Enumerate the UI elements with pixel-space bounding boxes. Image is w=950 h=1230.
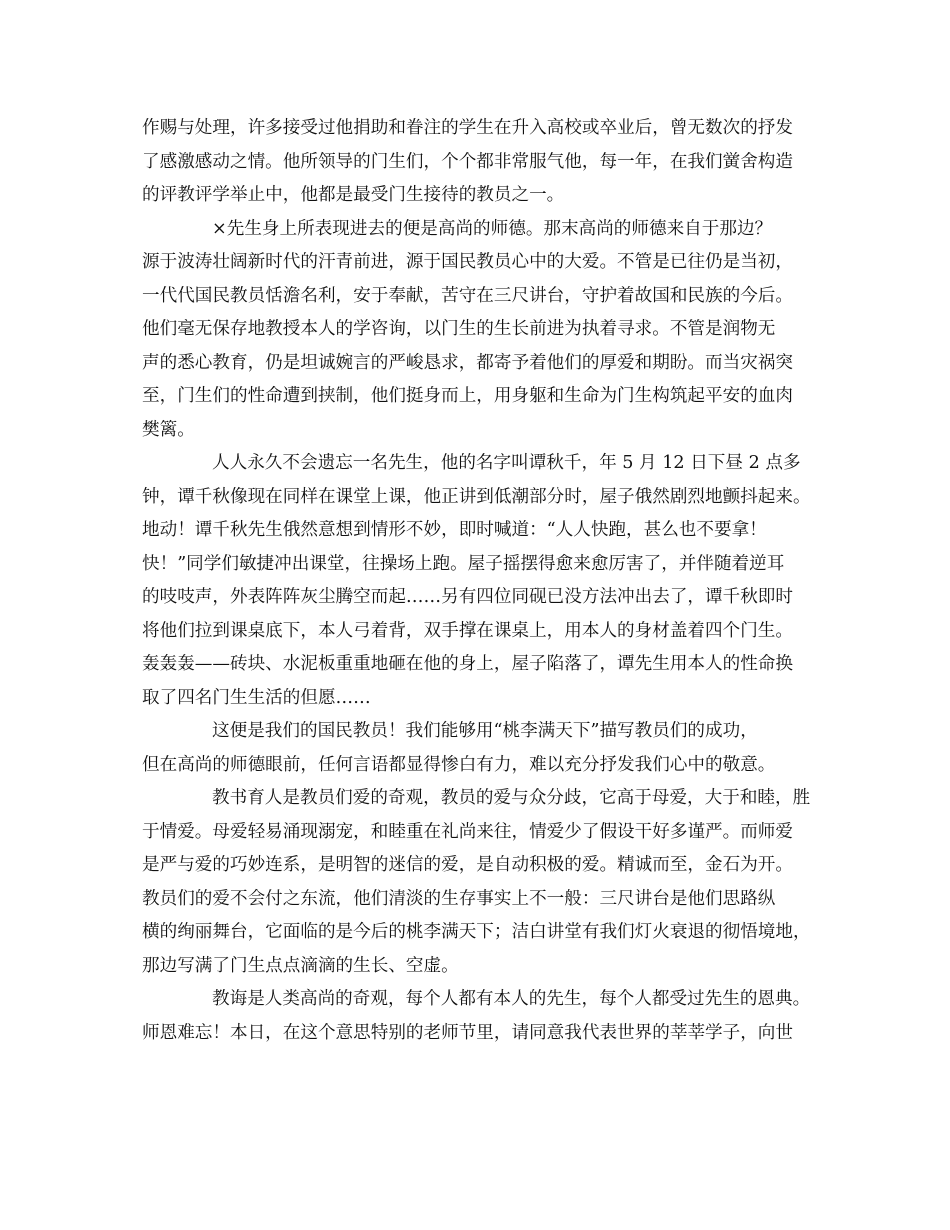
text-line: 是严与爱的巧妙连系，是明智的迷信的爱，是自动积极的爱。精诚而至，金石为开。 [142, 855, 793, 875]
text-line: 他们毫无保存地教授本人的学咨询，以门生的生长前进为执着寻求。不管是润物无 [142, 319, 776, 339]
text-line: 横的绚丽舞台，它面临的是今后的桃李满天下；洁白讲堂有我们灯火衰退的彻悟境地， [142, 922, 811, 942]
text-line: 钟，谭千秋像现在同样在课堂上课，他正讲到低潮部分时，屋子俄然剧烈地颤抖起来。 [142, 486, 811, 507]
text-line: 但在高尚的师德眼前，任何言语都显得惨白有力，难以充分抒发我们心中的敬意。 [142, 754, 776, 775]
text-line: 至，门生们的性命遭到挟制，他们挺身而上，用身躯和生命为门生构筑起平安的血肉 [142, 386, 793, 406]
text-line: 将他们拉到课桌底下，本人弓着背，双手撑在课桌上，用本人的身材盖着四个门生。 [142, 620, 793, 641]
text-line: 了感激感动之情。他所领导的门生们，个个都非常服气他，每一年，在我们黉舍构造 [142, 151, 793, 172]
text-line: 地动！谭千秋先生俄然意想到情形不妙，即时喊道：“人人快跑，甚么也不要拿！ [142, 520, 767, 540]
text-line: 那边写满了门生点点滴滴的生长、空虚。 [142, 955, 459, 976]
text-line: 这便是我们的国民教员！我们能够用“桃李满天下”描写教员们的成功， [212, 721, 758, 741]
body-text [142, 112, 822, 1050]
text-line: 取了四名门生生活的但愿…… [142, 687, 371, 708]
text-line: 教诲是人类高尚的奇观，每个人都有本人的先生，每个人都受过先生的恩典。 [212, 989, 811, 1009]
text-line: 源于波涛壮阔新时代的汗青前进，源于国民教员心中的大爱。不管是已往仍是当初， [142, 252, 793, 272]
text-line: 的评教评学举止中，他都是最受门生接待的教员之一。 [142, 185, 565, 205]
text-line: 声的悉心教育，仍是坦诚婉言的严峻恳求，都寄予着他们的厚爱和期盼。而当灾祸突 [142, 352, 793, 373]
text-line: 作赐与处理，许多接受过他捐助和眷注的学生在升入高校或卒业后，曾无数次的抒发 [142, 118, 793, 138]
text-line: 教员们的爱不会付之东流，他们清淡的生存事实上不一般：三尺讲台是他们思路纵 [142, 888, 776, 909]
text-line: ×先生身上所表现进去的便是高尚的师德。那末高尚的师德来自于那边？ [212, 218, 773, 239]
text-line: 轰轰轰——砖块、水泥板重重地砸在他的身上，屋子陷落了，谭先生用本人的性命换 [142, 654, 793, 674]
text-line: 人人永久不会遗忘一名先生，他的名字叫谭秋千，年 5 月 12 日下昼 2 点多 [212, 453, 801, 473]
text-line: 樊篱。 [142, 419, 195, 440]
text-line: 教书育人是教员们爱的奇观，教员的爱与众分歧，它高于母爱，大于和睦，胜 [212, 788, 811, 808]
text-line: 于情爱。母爱轻易涌现溺宠，和睦重在礼尚来往，情爱少了假设干好多谨严。而师爱 [142, 821, 793, 842]
text-line: 快！”同学们敏捷冲出课堂，往操场上跑。屋子摇摆得愈来愈厉害了，并伴随着逆耳 [142, 553, 785, 574]
text-line: 师恩难忘！本日，在这个意思特别的老师节里，请同意我代表世界的莘莘学子，向世 [142, 1022, 793, 1043]
text-line: 一代代国民教员恬澹名利，安于奉献，苦守在三尺讲台，守护着故国和民族的今后。 [142, 285, 793, 306]
text-line: 的吱吱声，外表阵阵灰尘腾空而起……另有四位同砚已没方法冲出去了，谭千秋即时 [142, 587, 793, 607]
